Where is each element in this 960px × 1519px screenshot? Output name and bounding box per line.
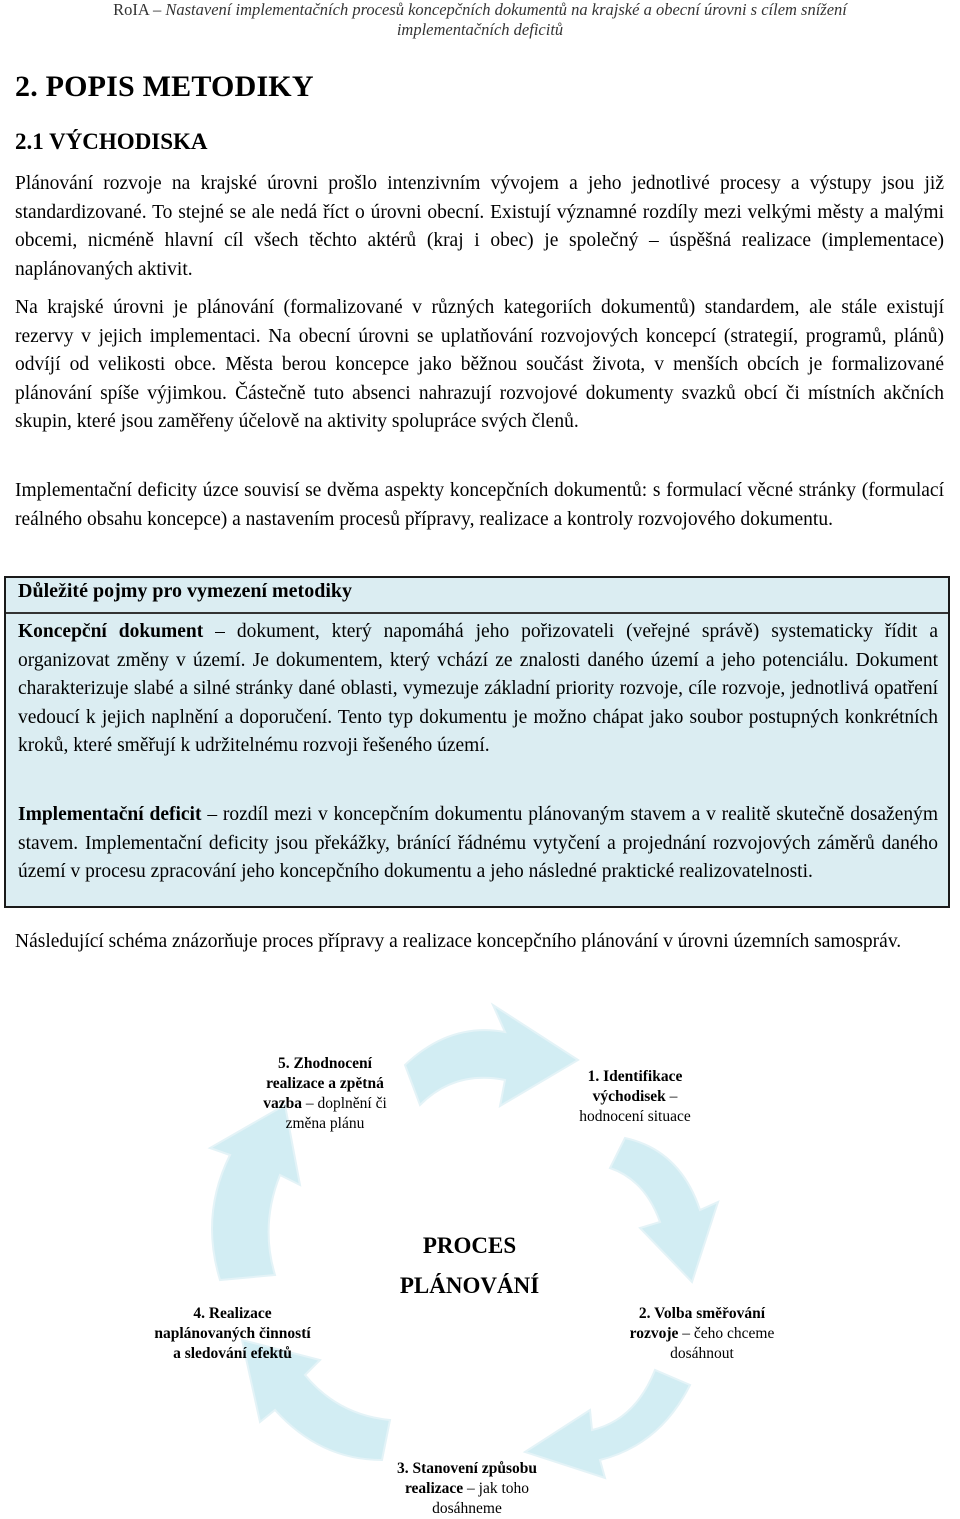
diagram-center-title [382, 1226, 557, 1306]
definition-implementation-deficit [18, 801, 938, 887]
step-5-text: – doplnění či změna plánu [285, 1095, 387, 1132]
chapter-heading: 2. POPIS METODIKY [15, 70, 314, 103]
cycle-arrow-right [610, 1138, 718, 1282]
header-prefix: RoIA – [113, 0, 162, 19]
step-4-title: 4. Realizace naplánovaných činností a sledování efektů [154, 1305, 311, 1362]
page-header [0, 0, 960, 40]
definition-text: – rozdíl mezi v koncepčním dokumentu plánovaným stavem a v realitě skutečně dosaženým stavem. Implementační deficity jsou překážky, bránící řádnému vytyčení a projednání rozvojových záměrů daného území v procesu zpracování jeho koncepčního dokumentu a jeho následné praktické realizovatelnosti. [18, 804, 938, 883]
definitions-box-title: Důležité pojmy pro vymezení metodiky [18, 580, 353, 602]
step-2-title: 2. Volba směřování rozvoje [629, 1305, 766, 1342]
paragraph-levels: Na krajské úrovni je plánování (formalizované v různých kategoriích dokumentů) standardem, ale stále existují rezervy v jejich implementaci. Na obecní úrovni se uplatňování rozvojových koncepcí (strategií, programů, plánů) odvíjí od velikosti obce. Města berou koncepce jako běžnou součást života, v menších obcích je formalizované plánování spíše výjimkou. Částečně tuto absenci nahrazují rozvojové dokumenty svazků obcí či místních akčních skupin, které jsou zaměřeny účelově na aktivity spolupráce svých členů. [15, 297, 944, 433]
center-title-line1: PROCES [422, 1233, 517, 1258]
step-2-text: – čeho chceme dosáhnout [670, 1325, 775, 1362]
step-2-direction [622, 1304, 782, 1364]
step-3-text: – jak toho dosáhneme [432, 1480, 530, 1517]
definitions-box [4, 576, 950, 908]
step-5-title: 5. Zhodnocení realizace a zpětná vazba [263, 1055, 384, 1112]
step-5-evaluation [250, 1054, 400, 1134]
paragraph-intro: Plánování rozvoje na krajské úrovni prošlo intenzivním vývojem a jeho jednotlivé procesy a výstupy jsou již standardizované. To stejné se ale nedá říct o úrovni obecní. Existují významné rozdíly mezi velkými městy a malými obcemi, nicméně hlavní cíl všech těchto aktérů (kraj i obec) je společný – úspěšná realizace (implementace) naplánovaných aktivit. [15, 173, 944, 280]
step-1-text: – hodnocení situace [579, 1088, 691, 1125]
definition-text: – dokument, který napomáhá jeho pořizovateli (veřejné správě) systematicky řídit a organizovat změny v území. Je dokumentem, který vchází ze znalosti daného území a jeho potenciálu. Dokument charakterizuje slabé a silné stránky dané oblasti, vymezuje základní priority rozvoje, cíle rozvoje, jednotlivá opatření vedoucí k jejich naplnění a doporučení. Tento typ dokumentu je možno chápat jako soubor postupných konkrétních kroků, které směřují k udržitelnému rozvoji řešeného území. [18, 621, 938, 757]
step-3-title: 3. Stanovení způsobu realizace [397, 1460, 537, 1497]
definitions-box-divider [6, 612, 948, 614]
paragraph-deficits: Implementační deficity úzce souvisí se dvěma aspekty koncepčních dokumentů: s formulací věcné stránky (formulací reálného obsahu koncepce) a nastavením procesů přípravy, realizace a kontroly rozvojového dokumentu. [15, 480, 944, 530]
section-heading: 2.1 VÝCHODISKA [15, 129, 208, 154]
cycle-arrow-top [405, 1005, 578, 1106]
paragraph-schema-intro: Následující schéma znázorňuje proces přípravy a realizace koncepčního plánování v úrovni územních samospráv. [15, 931, 902, 952]
definition-concept-document [18, 618, 938, 761]
center-title-line2: PLÁNOVÁNÍ [399, 1273, 540, 1298]
step-3-method [387, 1459, 547, 1519]
step-4-realization [150, 1304, 315, 1364]
definition-term: Implementační deficit [18, 804, 202, 825]
cycle-arrow-bottom-right [525, 1370, 690, 1478]
header-title-line2: implementačních deficitů [396, 20, 564, 39]
step-1-identification [565, 1067, 705, 1127]
header-title-line1: Nastavení implementačních procesů koncepčních dokumentů na krajské a obecní úrovni s cílem snížení [165, 0, 847, 19]
definition-term: Koncepční dokument [18, 621, 204, 642]
step-1-title: 1. Identifikace východisek [587, 1068, 683, 1105]
